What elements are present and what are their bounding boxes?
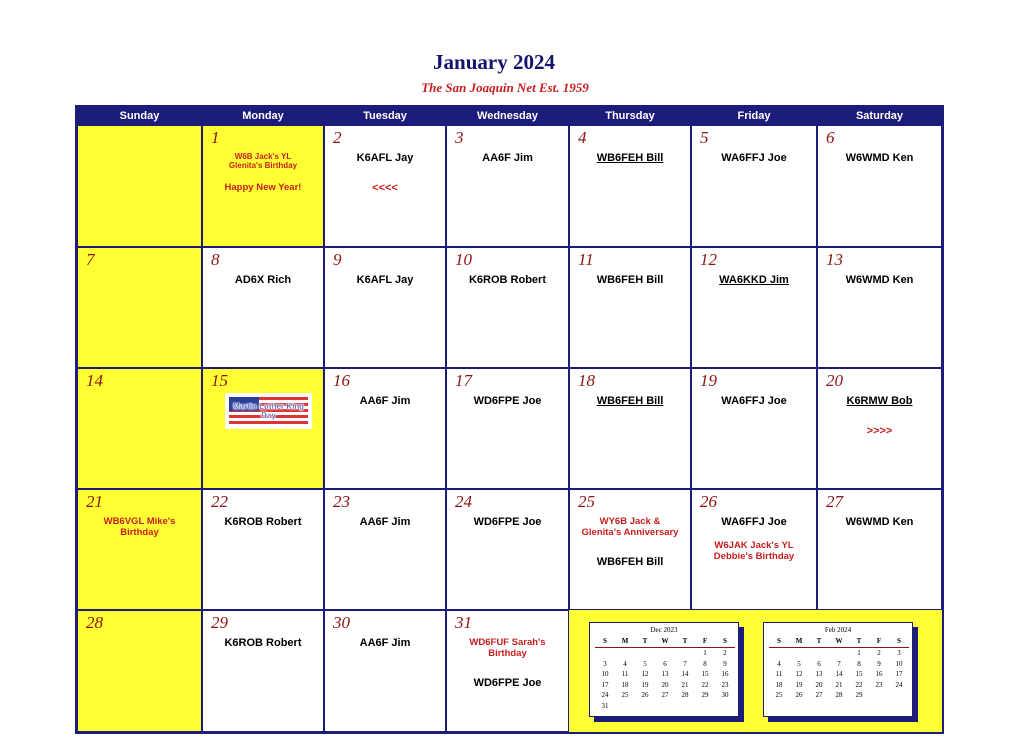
mini-day: 23	[875, 680, 883, 689]
mini-weekday: F	[876, 637, 882, 645]
day-number: 4	[578, 128, 587, 147]
mini-day: 18	[775, 680, 783, 689]
mini-day: 23	[721, 680, 729, 689]
day-number: 8	[211, 250, 220, 269]
event-text: W6WMD Ken	[845, 516, 914, 528]
day-cell	[817, 368, 942, 489]
mini-calendar-area	[569, 610, 942, 732]
event-text: W6WMD Ken	[845, 152, 914, 164]
event-text: WA6FFJ Joe	[721, 516, 787, 528]
day-cell	[202, 610, 324, 732]
mini-day: 4	[623, 659, 627, 668]
day-cell	[77, 489, 202, 610]
day-number: 10	[455, 250, 472, 269]
mini-day: 30	[721, 691, 729, 699]
mini-weekday: S	[723, 637, 727, 645]
mini-calendar-week	[595, 701, 735, 712]
event-text: W6WMD Ken	[845, 274, 914, 286]
event-text: WD6FPE Joe	[473, 677, 542, 689]
mini-day	[769, 648, 789, 659]
mini-weekday: W	[661, 637, 669, 645]
weekday-label-wednesday: Wednesday	[477, 110, 538, 122]
event-text: AD6X Rich	[234, 274, 292, 286]
day-number: 9	[333, 250, 342, 269]
mini-weekday: M	[621, 637, 629, 645]
day-cell	[446, 610, 569, 732]
calendar-subtitle: The San Joaquin Net Est. 1959	[421, 80, 589, 95]
day-cell	[77, 610, 202, 732]
day-cell	[324, 489, 446, 610]
mini-weekday: T	[682, 637, 688, 645]
day-cell	[324, 368, 446, 489]
mini-day: 24	[895, 680, 903, 689]
day-cell	[202, 368, 324, 489]
day-cell	[446, 489, 569, 610]
mini-calendar-header	[595, 636, 735, 648]
mini-day: 21	[681, 680, 689, 689]
day-cell	[446, 125, 569, 247]
mini-calendar-week	[769, 680, 909, 691]
mini-day: 1	[857, 649, 861, 657]
day-cell	[691, 368, 817, 489]
mini-day: 28	[835, 691, 843, 699]
mini-day: 24	[601, 691, 609, 699]
mini-day	[635, 701, 655, 712]
event-text: K6RMW Bob	[846, 395, 913, 407]
mini-day	[789, 648, 809, 659]
day-number: 30	[333, 613, 350, 632]
day-cell	[202, 247, 324, 368]
mini-calendar-week	[595, 690, 735, 701]
day-number: 13	[826, 250, 843, 269]
mini-day: 25	[621, 691, 629, 699]
day-cell	[77, 368, 202, 489]
day-cell	[817, 489, 942, 610]
mini-day	[675, 648, 695, 659]
event-text: WB6FEH Bill	[596, 152, 664, 164]
event-text: AA6F Jim	[359, 637, 411, 649]
mini-day: 1	[703, 649, 707, 657]
day-number: 19	[700, 371, 717, 390]
mini-day: 11	[775, 670, 783, 678]
event-text: AA6F Jim	[359, 395, 411, 407]
mini-calendar-week	[595, 659, 735, 670]
mini-day: 15	[701, 670, 709, 678]
mini-calendar-days	[595, 636, 735, 711]
day-cell	[817, 247, 942, 368]
mini-weekday: S	[777, 637, 781, 645]
day-cell	[569, 489, 691, 610]
mini-day: 2	[723, 649, 727, 657]
mini-day: 8	[857, 659, 861, 668]
day-number: 5	[700, 128, 709, 147]
weekday-label-friday: Friday	[737, 110, 771, 122]
mini-day: 6	[663, 659, 667, 668]
event-text: W6JAK Jack's YL Debbie's Birthday	[713, 540, 795, 562]
day-number: 28	[86, 613, 103, 632]
event-text: WB6FEH Bill	[596, 395, 664, 407]
mini-day	[715, 701, 735, 712]
day-cell	[324, 125, 446, 247]
mini-weekday: T	[856, 637, 862, 645]
mini-calendar-week	[595, 669, 735, 680]
mini-day: 5	[643, 659, 647, 668]
mini-weekday: W	[835, 637, 843, 645]
day-number: 29	[211, 613, 228, 632]
weekday-label-tuesday: Tuesday	[363, 110, 407, 122]
mini-day: 17	[601, 680, 609, 689]
day-number: 21	[86, 492, 103, 511]
day-number: 14	[86, 371, 103, 390]
mini-day: 22	[855, 680, 863, 689]
event-text: AA6F Jim	[482, 152, 533, 164]
event-text: WD6FPE Joe	[473, 395, 542, 407]
mini-day: 26	[795, 691, 803, 699]
event-text: K6ROB Robert	[468, 274, 546, 286]
mini-day: 8	[703, 659, 707, 668]
day-cell	[817, 125, 942, 247]
day-cell	[691, 489, 817, 610]
day-cell	[446, 368, 569, 489]
mini-calendar-title: Dec 2023	[650, 626, 678, 634]
calendar-title: January 2024	[433, 50, 555, 74]
mini-day: 19	[795, 680, 803, 689]
calendar-grid	[75, 105, 944, 734]
event-text: K6ROB Robert	[224, 516, 302, 528]
event-text: WB6VGL Mike's Birthday	[103, 516, 176, 538]
event-text: K6AFL Jay	[356, 152, 414, 164]
mini-day: 11	[621, 670, 629, 678]
mini-day: 16	[875, 670, 883, 678]
mini-day: 16	[721, 670, 729, 678]
weekday-label-sunday: Sunday	[119, 110, 160, 122]
mini-day	[615, 701, 635, 712]
mini-calendar-week	[769, 659, 909, 670]
mini-day: 9	[723, 659, 727, 668]
day-number: 20	[826, 371, 843, 390]
mini-day	[869, 690, 889, 701]
mini-day	[635, 648, 655, 659]
mini-calendar-week	[769, 648, 909, 659]
day-cell	[569, 125, 691, 247]
day-number: 23	[333, 492, 350, 511]
mini-day: 22	[701, 680, 709, 689]
day-number: 26	[700, 492, 717, 511]
mini-day: 20	[661, 680, 669, 689]
event-text: WA6FFJ Joe	[721, 152, 787, 164]
mini-weekday: S	[897, 637, 901, 645]
mini-weekday: S	[603, 637, 607, 645]
mini-day: 27	[661, 691, 669, 699]
mini-day	[809, 648, 829, 659]
mini-day: 29	[701, 691, 709, 699]
mini-day	[695, 701, 715, 712]
mini-day	[675, 701, 695, 712]
mini-day: 28	[681, 691, 689, 699]
mini-day: 10	[601, 670, 609, 678]
mini-day	[655, 648, 675, 659]
mini-day: 14	[835, 670, 843, 678]
mini-day: 29	[855, 691, 863, 699]
mini-weekday: M	[795, 637, 803, 645]
mini-day: 12	[641, 670, 649, 678]
mini-day: 21	[835, 680, 843, 689]
mini-day	[829, 648, 849, 659]
event-text: K6AFL Jay	[356, 274, 414, 286]
mini-calendar-title: Feb 2024	[824, 626, 852, 634]
day-cell	[691, 247, 817, 368]
day-number: 24	[455, 492, 472, 511]
flag-image	[229, 397, 308, 425]
day-cell	[202, 489, 324, 610]
mini-weekday: T	[816, 637, 822, 645]
mini-day: 5	[797, 659, 801, 668]
event-text: WB6FEH Bill	[596, 274, 664, 286]
mini-day	[889, 690, 909, 701]
mini-calendar-week	[595, 680, 735, 691]
event-text: WY6B Jack & Glenita's Anniversary	[581, 516, 679, 538]
mini-weekday: T	[642, 637, 648, 645]
mini-day: 10	[895, 659, 903, 668]
day-cell	[77, 247, 202, 368]
mini-day: 27	[815, 691, 823, 699]
weekday-label-thursday: Thursday	[605, 110, 655, 122]
day-number: 1	[211, 128, 220, 147]
day-number: 18	[578, 371, 595, 390]
day-number: 2	[333, 128, 342, 147]
mini-day: 2	[877, 649, 881, 657]
mini-day: 31	[601, 701, 609, 710]
event-text: AA6F Jim	[359, 516, 411, 528]
day-cell	[569, 247, 691, 368]
mini-calendar-week	[769, 690, 909, 701]
event-text: <<<<	[372, 182, 398, 194]
mini-day: 17	[895, 670, 903, 678]
weekday-label-saturday: Saturday	[855, 110, 904, 122]
day-number: 27	[826, 492, 843, 511]
weekday-label-monday: Monday	[242, 110, 284, 122]
day-number: 11	[578, 250, 594, 269]
mini-day	[595, 648, 615, 659]
mini-calendar-header	[769, 636, 909, 648]
day-number: 12	[700, 250, 717, 269]
mlk-banner-text: Martin Luther King Day	[232, 402, 305, 420]
mini-day: 6	[817, 659, 821, 668]
day-cell	[569, 368, 691, 489]
event-text: WD6FUF Sarah's Birthday	[469, 637, 546, 659]
mini-day: 9	[877, 659, 881, 668]
event-text: WA6KKD Jim	[719, 274, 789, 286]
day-number: 25	[578, 492, 595, 511]
mini-day: 19	[641, 680, 649, 689]
day-number: 6	[826, 128, 835, 147]
mini-calendar-week	[769, 669, 909, 680]
mini-day: 13	[815, 670, 823, 678]
day-number: 31	[455, 613, 472, 632]
event-text: Happy New Year!	[224, 182, 302, 193]
mini-day: 3	[897, 649, 901, 657]
mini-day: 18	[621, 680, 629, 689]
mini-day: 20	[815, 680, 823, 689]
mini-day: 26	[641, 691, 649, 699]
mini-calendar-next	[763, 622, 913, 717]
event-text: >>>>	[866, 425, 893, 437]
day-number: 16	[333, 371, 350, 390]
day-cell	[691, 125, 817, 247]
mini-calendar-week	[595, 648, 735, 659]
mini-weekday: F	[702, 637, 708, 645]
event-text: K6ROB Robert	[224, 637, 302, 649]
mini-day: 13	[661, 670, 669, 678]
event-text: WD6FPE Joe	[473, 516, 542, 528]
mini-day: 3	[603, 659, 607, 668]
mini-day: 7	[683, 659, 687, 668]
mini-day: 4	[777, 659, 781, 668]
event-text: W6B Jack's YL Glenita's Birthday	[228, 152, 298, 170]
day-cell	[324, 610, 446, 732]
event-text: WB6FEH Bill	[596, 556, 664, 568]
day-number: 22	[211, 492, 228, 511]
day-cell	[324, 247, 446, 368]
mini-calendar-prev	[589, 622, 739, 717]
day-number: 7	[86, 250, 95, 269]
day-number: 17	[455, 371, 472, 390]
day-number: 3	[455, 128, 464, 147]
event-text: WA6FFJ Joe	[721, 395, 787, 407]
weekday-header	[77, 107, 942, 125]
mini-day: 12	[795, 670, 803, 678]
day-cell	[202, 125, 324, 247]
day-cell	[77, 125, 202, 247]
mlk-day-banner	[225, 393, 312, 429]
mini-day: 7	[837, 659, 841, 668]
mini-calendar-days	[769, 636, 909, 701]
mini-day	[655, 701, 675, 712]
mini-day: 14	[681, 670, 689, 678]
mini-day	[615, 648, 635, 659]
day-number: 15	[211, 371, 228, 390]
day-cell	[446, 247, 569, 368]
mini-day: 25	[775, 691, 783, 699]
mini-day: 15	[855, 670, 863, 678]
